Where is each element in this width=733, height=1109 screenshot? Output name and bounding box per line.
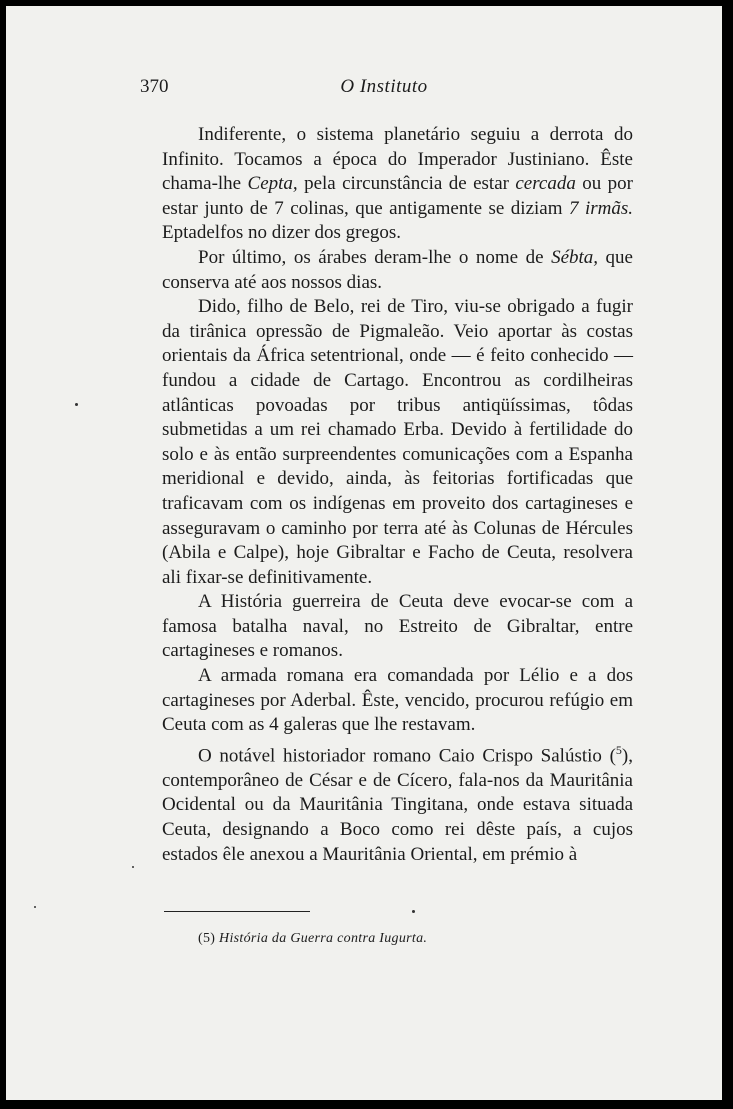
scan-speck (412, 910, 415, 913)
book-page (6, 6, 722, 1100)
text-run: A armada romana era comandada por Lélio e a dos cartagineses por Aderbal. Êste, vencido, procurou refúgio em Ceuta com as 4 galeras que lhe restavam. (162, 665, 633, 736)
page-header (6, 76, 722, 102)
text-run: 7 irmãs. (568, 197, 633, 219)
scan-speck (132, 866, 134, 868)
paragraph (162, 246, 633, 295)
text-run: ), contemporâneo de César e de Cícero, fala-nos da Mauritânia Ocidental ou da Mauritânia Tingitana, onde estava situada Ceuta, designando a Boco como rei dêste país, a cujos estados êle anexou a Mauritânia Oriental, em prémio à (162, 745, 633, 865)
scan-speck (34, 906, 36, 908)
page-number: 370 (140, 76, 169, 97)
text-run: que conserva até aos nossos dias. (162, 246, 633, 293)
text-run: Cepta, (247, 173, 298, 195)
paragraph (162, 123, 633, 246)
footnote-marker: (5) (198, 931, 216, 946)
body-text (162, 123, 633, 867)
footnote (198, 931, 427, 947)
paragraph (162, 295, 633, 590)
scan-speck (75, 403, 78, 406)
text-run: Por último, os árabes deram-lhe o nome de (198, 246, 552, 268)
text-run: Dido, filho de Belo, rei de Tiro, viu-se obrigado a fugir da tirânica opressão de Pigmaleão. Veio aportar às costas orientais da África setentrional, onde — é feito conhecido — fundou a cidade de Cartago. Encontrou as cordilheiras atlânticas povoadas por tribus antiqüíssimas, tôdas submetidas a um rei chamado Erba. Devido à fertilidade do solo e às então surpreendentes comunicações com a Espanha meridional e devido, ainda, às feitorias fortificadas que traficavam com os indígenas em proveito dos cartagineses e asseguravam o caminho por terra até às Colunas de Hércules (Abila e Calpe), hoje Gibraltar e Facho de Ceuta, resolvera ali fixar-se definitivamente. (162, 296, 633, 588)
paragraph (162, 590, 633, 664)
text-run: O notável historiador romano Caio Crispo Salústio ( (198, 745, 616, 767)
text-run: A História guerreira de Ceuta deve evocar-se com a famosa batalha naval, no Estreito de Gibraltar, entre cartagineses e romanos. (162, 591, 633, 662)
running-head: O Instituto (340, 76, 428, 97)
paragraph (162, 738, 633, 867)
text-run: Sébta, (551, 246, 599, 268)
paragraph (162, 664, 633, 738)
footnote-reference: 5 (615, 742, 622, 757)
text-run: Eptadelfos no dizer dos gregos. (162, 222, 402, 244)
footnote-rule (164, 911, 310, 912)
text-run: cercada (515, 173, 576, 195)
text-run: pela circunstância de estar (297, 173, 516, 195)
text-run: Indiferente, o sistema planetário seguiu a derrota do Infinito. Tocamos a época do Imperador Justiniano. Êste chama-lhe (162, 124, 633, 195)
footnote-text: História da Guerra contra Iugurta. (219, 931, 428, 946)
text-run: ou por estar junto de 7 colinas, que antigamente se diziam (162, 173, 634, 219)
